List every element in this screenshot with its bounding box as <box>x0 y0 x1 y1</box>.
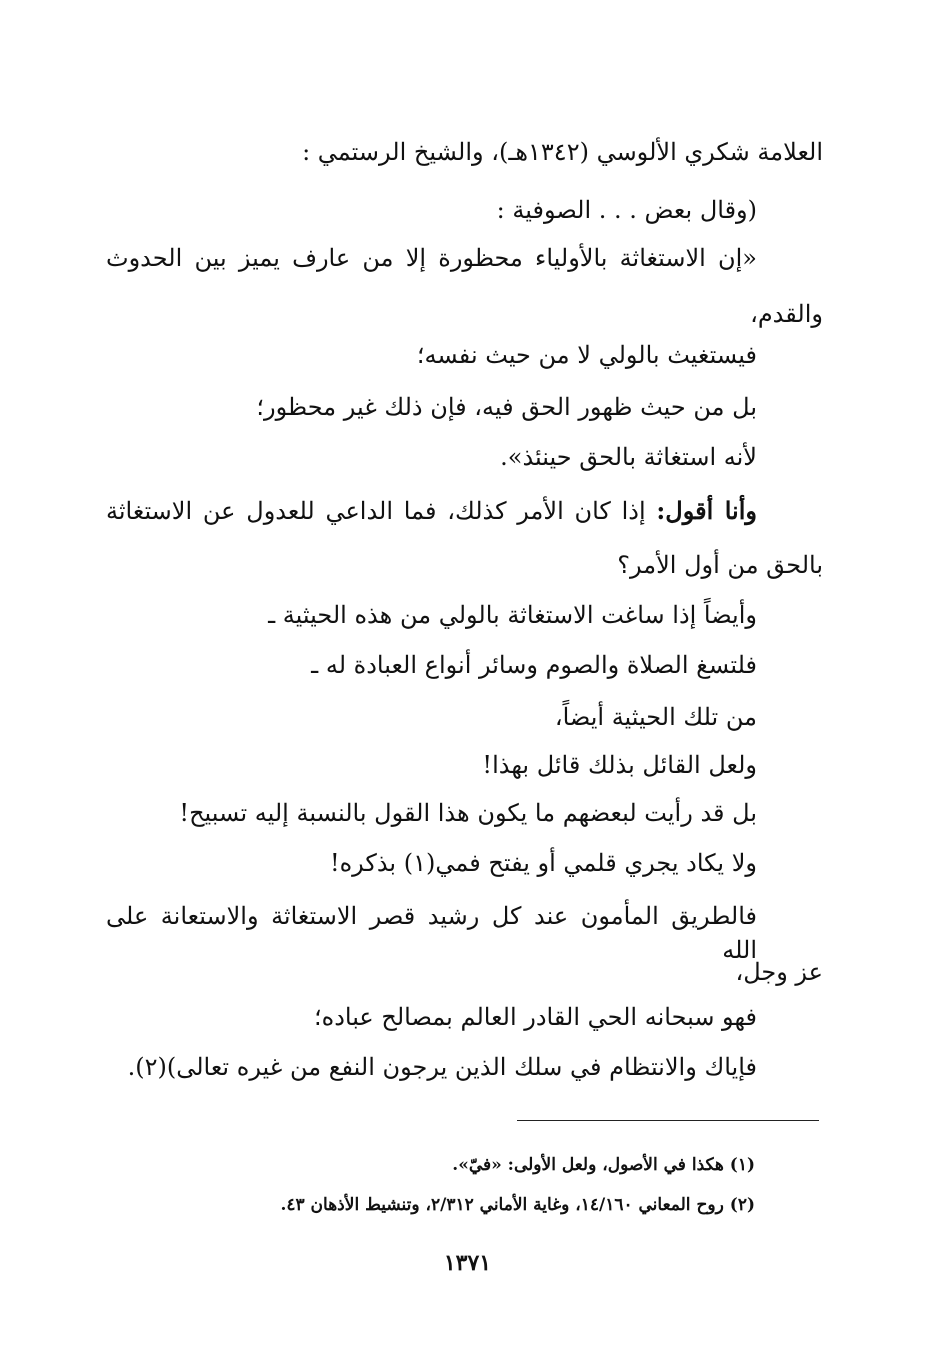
text-line-16: فالطريق المأمون عند كل رشيد قصر الاستغاثة والاستعانة على الله <box>106 902 757 964</box>
text-line-6: بل من حيث ظهور الحق فيه، فإن ذلك غير محظور؛ <box>256 393 757 421</box>
text-line-8 <box>106 494 757 528</box>
text-line-5: فيستغيث بالولي لا من حيث نفسه؛ <box>416 341 757 369</box>
text-line-7: لأنه استغاثة بالحق حينئذ». <box>500 443 757 471</box>
text-line-18: فهو سبحانه الحي القادر العالم بمصالح عباده؛ <box>313 1003 757 1031</box>
text-line-9: بالحق من أول الأمر؟ <box>617 551 823 579</box>
text-line-19: فإياك والانتظام في سلك الذين يرجون النفع من غيره تعالى)(٢). <box>127 1053 757 1081</box>
text-line-13: ولعل القائل بذلك قائل بهذا! <box>482 751 757 779</box>
footnote-divider <box>517 1120 819 1121</box>
text-line-12: من تلك الحيثية أيضاً، <box>554 703 757 731</box>
ana-aqul-label: وأنا أقول: <box>656 496 757 525</box>
text-line-4: والقدم، <box>750 300 823 328</box>
text-line-10: وأيضاً إذا ساغت الاستغاثة بالولي من هذه الحيثية ـ <box>268 601 757 629</box>
footnote-1: (١) هكذا في الأصول، ولعل الأولى: «فيّ». <box>452 1155 755 1175</box>
text-line-8-body: إذا كان الأمر كذلك، فما الداعي للعدول عن الاستغاثة <box>106 497 646 525</box>
text-line-2: (وقال بعض . . . الصوفية : <box>496 196 757 224</box>
text-line-15: ولا يكاد يجري قلمي أو يفتح فمي(١) بذكره! <box>329 849 757 877</box>
text-line-3: «إن الاستغاثة بالأولياء محظورة إلا من عارف يميز بين الحدوث <box>106 244 757 272</box>
text-line-14: بل قد رأيت لبعضهم ما يكون هذا القول بالنسبة إليه تسبيح! <box>179 799 757 827</box>
footnote-2: (٢) روح المعاني ١٤/١٦٠، وغاية الأماني ٢/٣١٢، وتنشيط الأذهان ٤٣. <box>280 1195 755 1215</box>
page-number: ١٣٧١ <box>443 1250 492 1276</box>
text-line-1: العلامة شكري الألوسي (١٣٤٢هـ)، والشيخ الرستمي : <box>302 138 823 166</box>
text-line-11: فلتسغ الصلاة والصوم وسائر أنواع العبادة له ـ <box>311 651 757 679</box>
text-line-17: عز وجل، <box>735 958 823 986</box>
